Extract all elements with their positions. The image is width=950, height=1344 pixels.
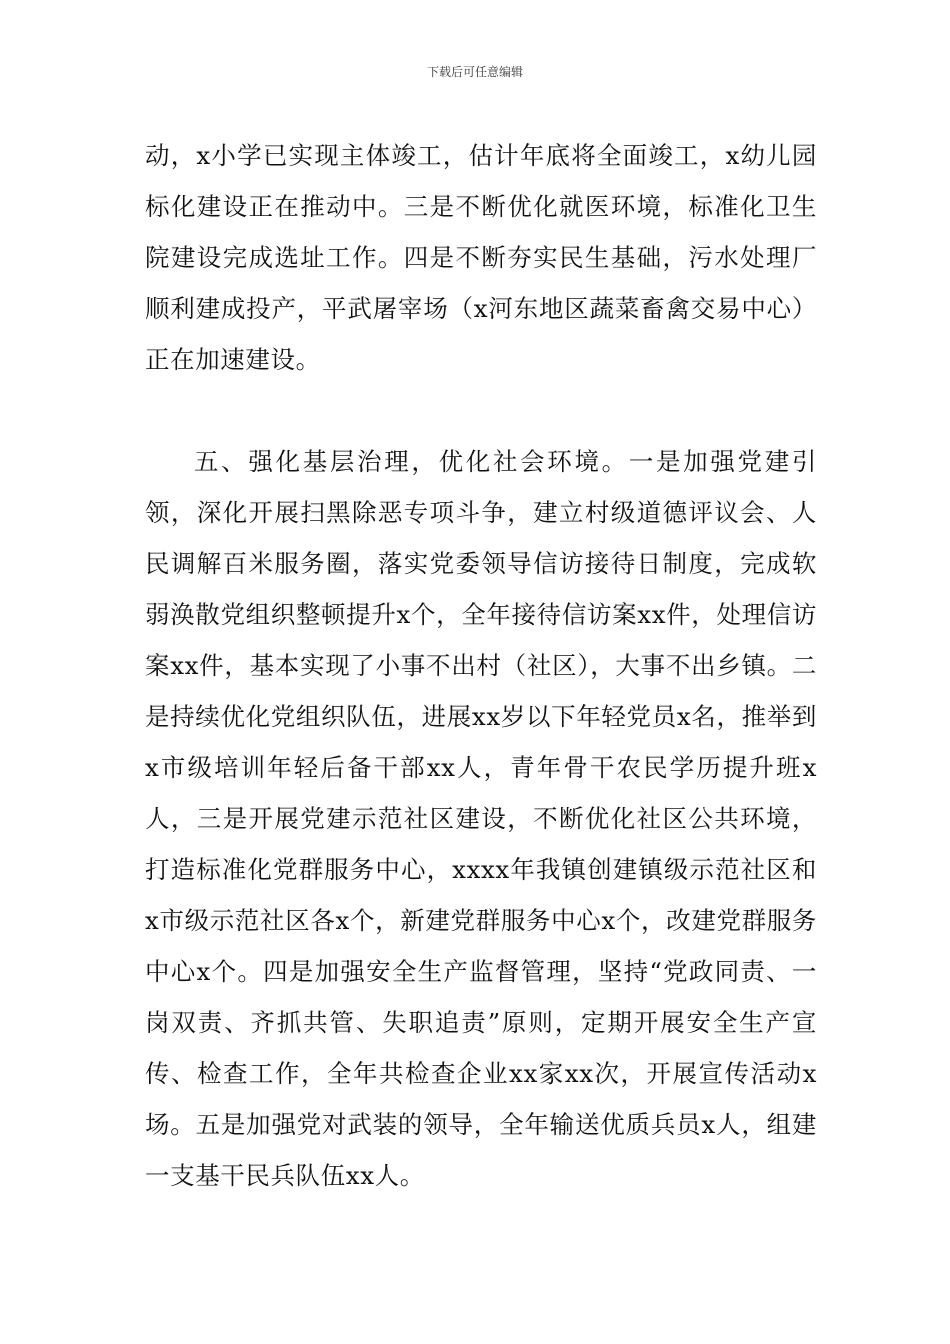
paragraph-1: 动，x小学已实现主体竣工，估计年底将全面竣工，x幼儿园标化建设正在推动中。三是不断优化就医环境，标准化卫生院建设完成选址工作。四是不断夯实民生基础，污水处理厂顺利建成投产，平武屠宰场（x河东地区蔬菜畜禽交易中心）正在加速建设。 [145, 141, 817, 374]
paragraph-2: 五、强化基层治理，优化社会环境。一是加强党建引领，深化开展扫黑除恶专项斗争，建立村级道德评议会、人民调解百米服务圈，落实党委领导信访接待日制度，完成软弱涣散党组织整顿提升x个，全年接待信访案xx件，处理信访案xx件，基本实现了小事不出村（社区），大事不出乡镇。二是持续优化党组织队伍，进展xx岁以下年轻党员x名，推举到x市级培训年轻后备干部xx人，青年骨干农民学历提升班x人，三是开展党建示范社区建设，不断优化社区公共环境，打造标准化党群服务中心，xxxx年我镇创建镇级示范社区和x市级示范社区各x个，新建党群服务中心x个，改建党群服务中心x个。四是加强安全生产监督管理，坚持“党政同责、一岗双责、齐抓共管、失职追责”原则，定期开展安全生产宣传、检查工作，全年共检查企业xx家xx次，开展宣传活动x场。五是加强党对武装的领导，全年输送优质兵员x人，组建一支基干民兵队伍xx人。 [145, 447, 817, 1190]
document-body [145, 130, 817, 1201]
page-header: 下载后可任意编辑 [426, 65, 523, 79]
